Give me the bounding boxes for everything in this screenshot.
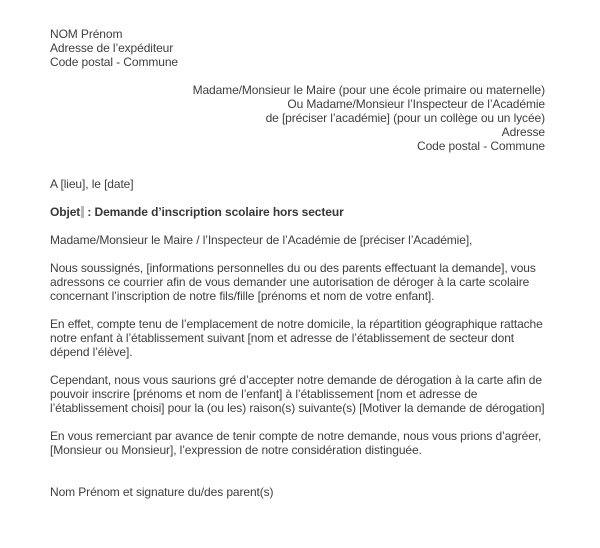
recipient-line-1: Madame/Monsieur le Maire (pour une école primaire ou maternelle) — [192, 83, 545, 97]
sender-name-line: NOM Prénom — [50, 27, 123, 41]
recipient-block — [50, 83, 545, 153]
sender-postal-line: Code postal - Commune — [50, 55, 178, 69]
subject-label: Objet — [50, 205, 81, 219]
derogation-paragraph: Cependant, nous vous saurions gré d’accepter notre demande de dérogation à la carte afin de pouvoir inscrire [prénoms et nom de l’enfant] à l’établissement [nom et adresse de l’établissement choisi] pour la (ou les) raison(s) suivante(s) [Motiver la demande de dérogation] — [50, 373, 545, 415]
recipient-postal-line: Code postal - Commune — [417, 139, 545, 153]
signature-line: Nom Prénom et signature du/des parent(s) — [50, 485, 274, 499]
sender-address-line: Adresse de l’expéditeur — [50, 41, 174, 55]
salutation-paragraph: Madame/Monsieur le Maire / l’Inspecteur de l’Académie de [préciser l’Académie], — [50, 233, 473, 247]
closing-paragraph: En vous remerciant par avance de tenir compte de notre demande, nous vous prions d’agréer, [Monsieur ou Monsieur], l’expression de notre considération distinguée. — [50, 429, 542, 457]
request-paragraph: Nous soussignés, [informations personnelles du ou des parents effectuant la demande], vous adressons ce courrier afin de vous demander une autorisation de déroger à la carte scolaire concernant l’inscription de notre fils/fille [prénoms et nom de votre enfant]. — [50, 261, 536, 303]
recipient-line-2: Ou Madame/Monsieur l’Inspecteur de l’Académie — [287, 97, 545, 111]
place-date-line: A [lieu], le [date] — [50, 177, 134, 191]
recipient-address-line: Adresse — [501, 125, 545, 139]
sender-block — [50, 27, 545, 69]
context-paragraph: En effet, compte tenu de l’emplacement de notre domicile, la répartition géographique rattache notre enfant à l’établissement suivant [nom et adresse de l’établissement de secteur dont dépend l’élève]. — [50, 317, 543, 359]
subject-text: : Demande d’inscription scolaire hors secteur — [84, 205, 344, 219]
subject-line — [50, 205, 545, 219]
recipient-line-3: de [préciser l’académie] (pour un collège ou un lycée) — [265, 111, 545, 125]
